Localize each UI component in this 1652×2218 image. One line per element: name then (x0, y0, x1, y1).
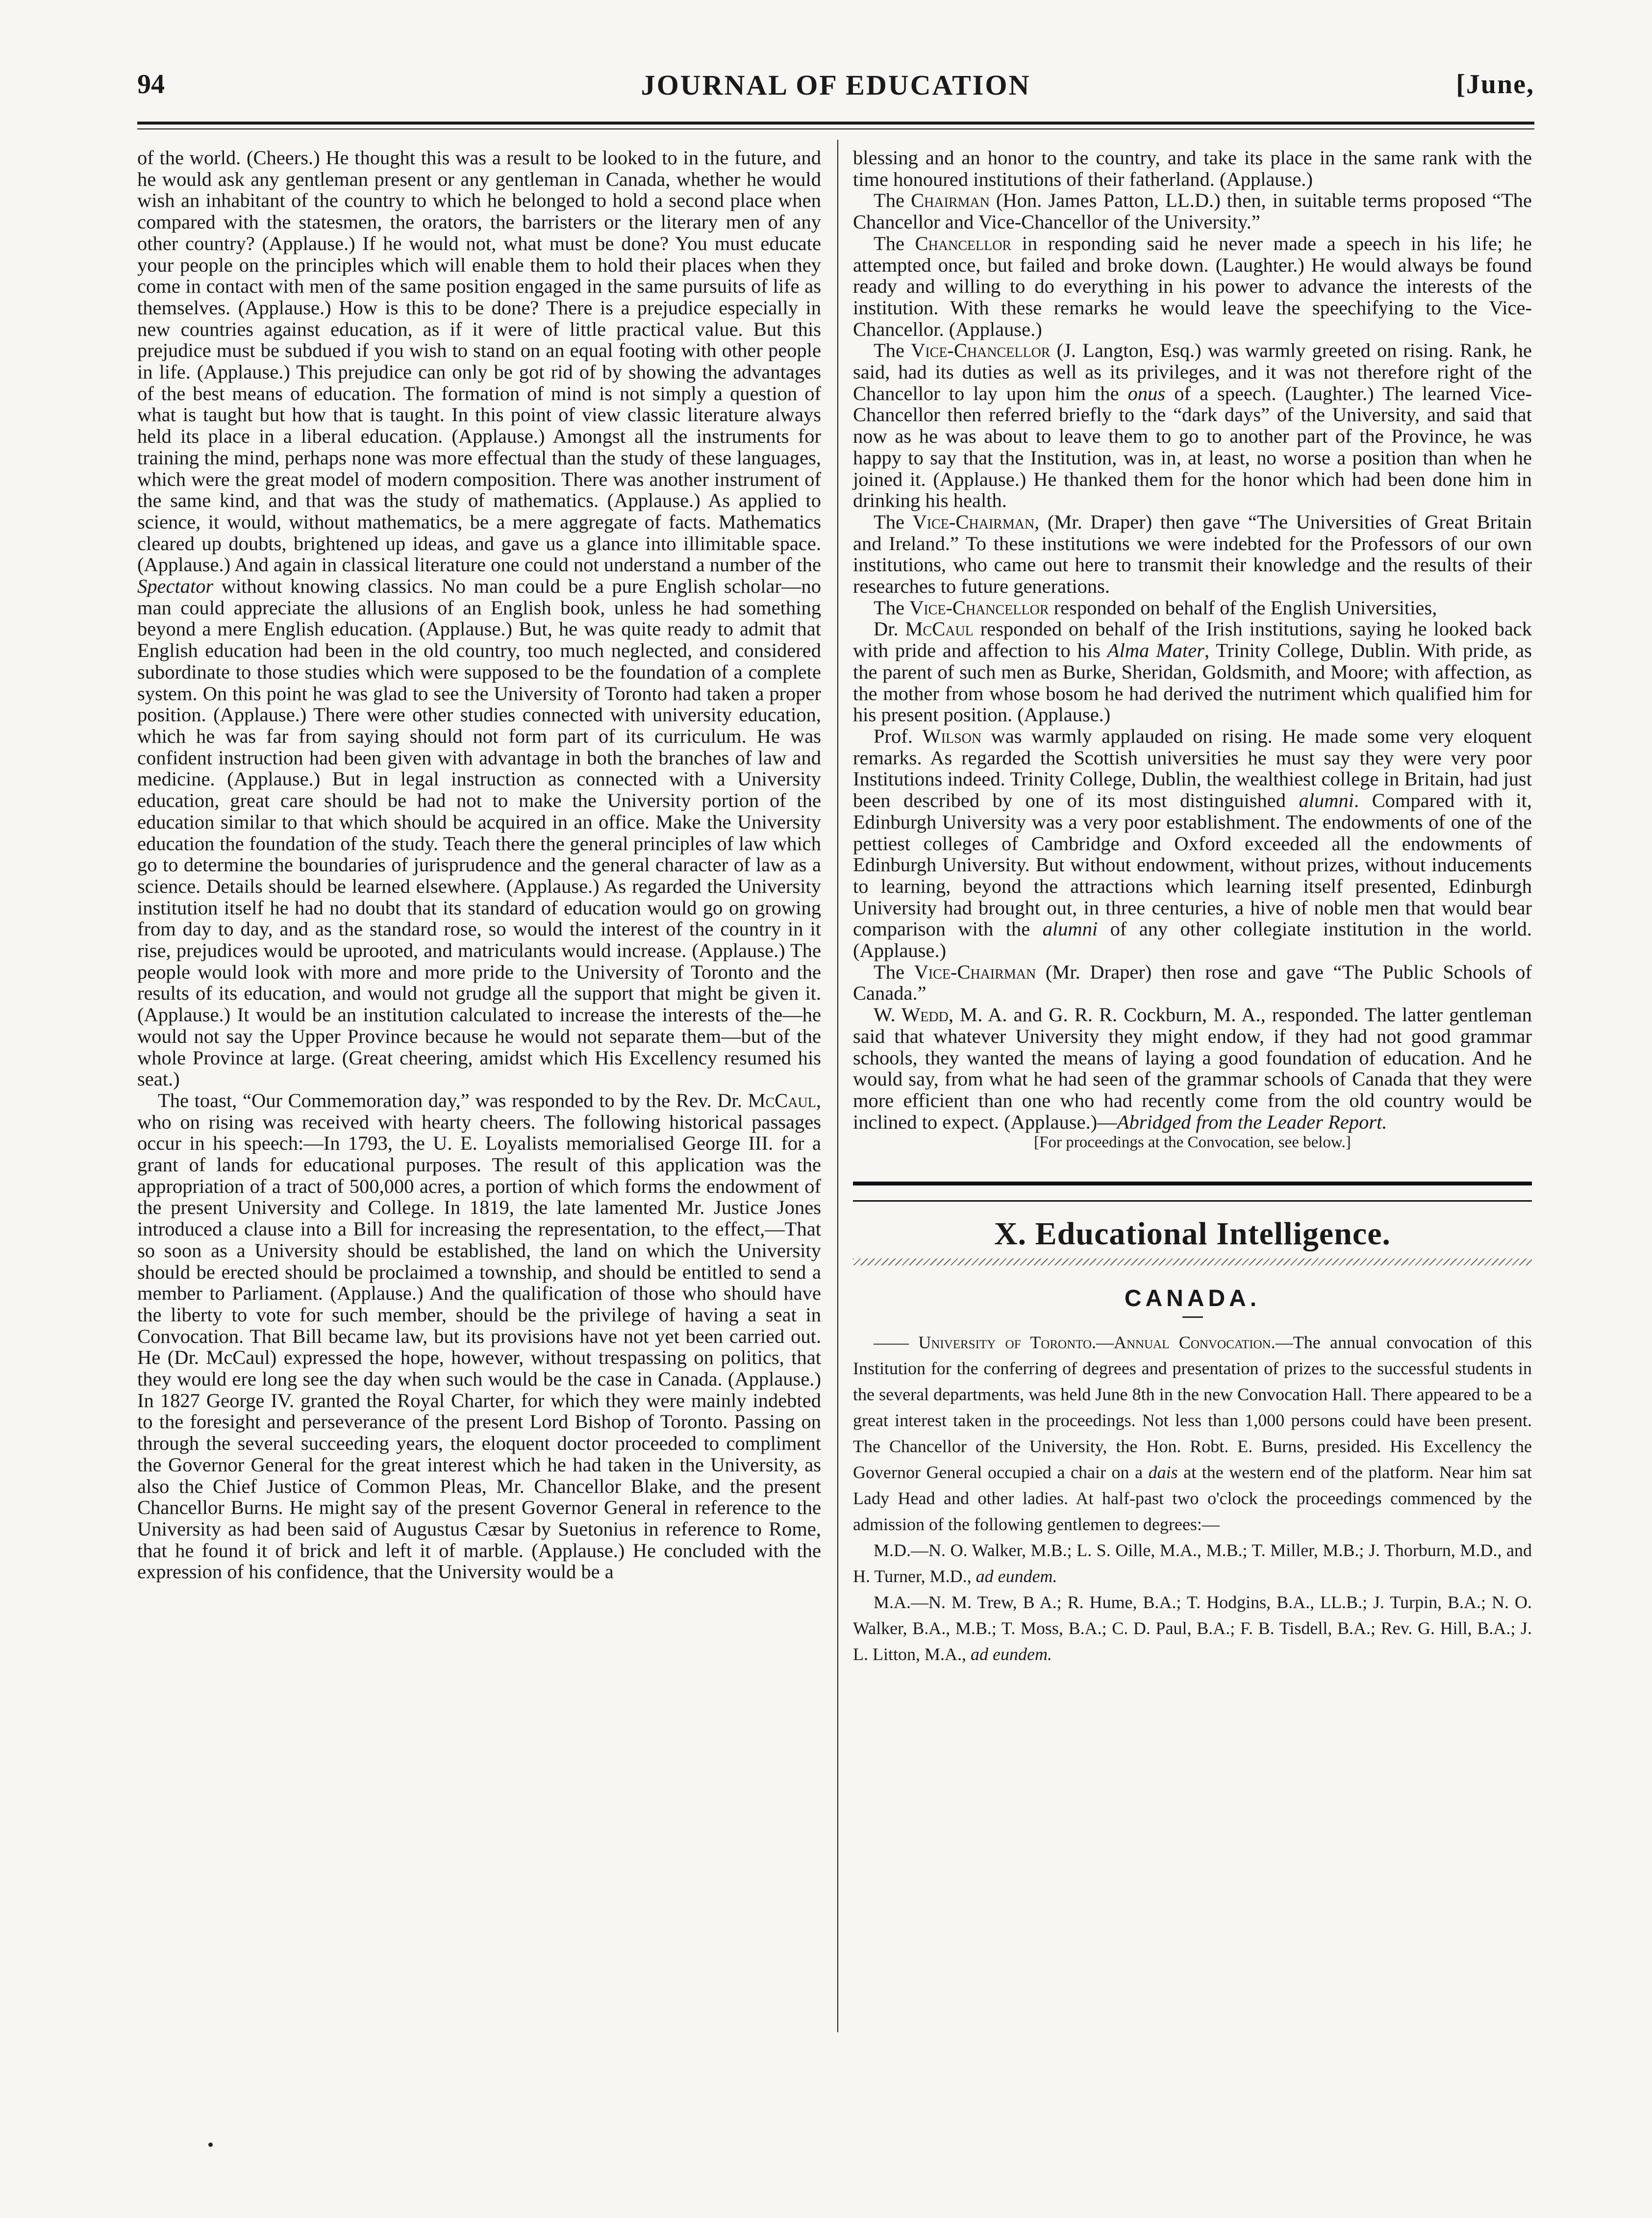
paragraph-text: in responding said he never made a speech in his life; he attempted once, but failed and broke down. (Laughter.) He would always be found ready and willing to do everything in his power to advance the interests of the institution. With these remarks he would leave the speechifying to the Vice-Chancellor. (Applause.) (853, 232, 1532, 340)
paragraph-text: Dr. (874, 618, 899, 640)
paragraph-text: —The annual convocation of this Institution for the conferring of degrees and presentation of prizes to the successful students in the several departments, was held June 8th in the new Convocation Hall. There appeared to be a great interest taken in the proceedings. Not less than 1,000 persons could have been present. The Chancellor of the University, the Hon. Robt. E. Burns, presided. His Excellency the Governor General occupied a chair on a (853, 1333, 1532, 1483)
degree-list (853, 1589, 1532, 1667)
paragraph-text: responded on behalf of the Irish institutions, saying he looked back with pride and affection to his (853, 618, 1532, 662)
paragraph (137, 147, 821, 1090)
paragraph (853, 961, 1532, 1004)
section-rule (853, 1182, 1532, 1202)
header-rule-thin (137, 128, 1534, 129)
paragraph-text: . Compared with it, Edinburgh University was a very poor establishment. The endowments of one of the pettiest colleges of Cambridge and Oxford exceeded all the endowments of Edinburgh University. But without endowment, without prizes, without inducements to learning, beyond the attractions which learning itself presented, Edinburgh University had brought out, in three centuries, a hive of noble men that would bear comparison with the (853, 789, 1532, 940)
news-item (853, 1330, 1532, 1667)
italic-term: ad eundem. (976, 1566, 1057, 1587)
header-rule (137, 122, 1534, 125)
issue-date: [June, (1456, 69, 1534, 100)
speaker-name: Chairman (911, 189, 990, 212)
paragraph-text: The (874, 596, 904, 619)
item-heading: University of Toronto.—Annual Convocation. (918, 1333, 1276, 1353)
paragraph-text: blessing and an honor to the country, and take its place in the same rank with the time honoured institutions of their fatherland. (Applause.) (853, 147, 1532, 190)
page-header (137, 69, 1534, 113)
italic-term: dais (1148, 1462, 1178, 1483)
speaker-name: Vice-Chancellor (911, 339, 1051, 362)
paragraph (853, 597, 1532, 619)
italic-term: alumni (1042, 918, 1098, 940)
paragraph (853, 618, 1532, 726)
speaker-name: McCaul (905, 618, 974, 640)
speaker-name: W. Wedd (874, 1004, 949, 1026)
ink-dot (208, 2142, 213, 2147)
speaker-name: Chancellor (915, 232, 1012, 254)
subsection-title: CANADA. (1124, 1285, 1261, 1312)
source-citation: Abridged from the Leader Report. (1117, 1110, 1387, 1133)
paragraph-text: M.D.—N. O. Walker, M.B.; L. S. Oille, M.A., M.B.; T. Miller, M.B.; J. Thorburn, M.D., and H. Turner, M.D., (853, 1540, 1532, 1587)
paragraph-text: The (874, 189, 904, 212)
speaker-name: Wilson (922, 725, 982, 747)
dash: —— (874, 1333, 909, 1353)
paragraph (853, 190, 1532, 232)
italic-term: ad eundem. (971, 1644, 1052, 1664)
paragraph-text: (J. Langton, Esq.) was warmly greeted on rising. Rank, he said, had its duties as well as its privileges, and it was not therefore right of the Chancellor to lay upon him the (853, 339, 1532, 404)
paragraph (853, 147, 1532, 190)
italic-term: alumni (1299, 789, 1354, 812)
degree-list (853, 1537, 1532, 1589)
section-title: X. Educational Intelligence. (994, 1216, 1391, 1252)
paragraph-text: , M. A. and G. R. R. Cockburn, M. A., responded. The latter gentleman said that whatever University they might endow, if they had not good grammar schools, they wanted the means of laying a good foundation of education. And he would say, from what he had seen of the grammar schools of Canada that they were more efficient than one who had recently come from the old country would be inclined to expect. (Applause.)— (853, 1004, 1532, 1133)
speaker-name: Vice-Chairman (912, 510, 1035, 533)
wavy-rule (853, 1259, 1532, 1265)
left-column (137, 147, 821, 1583)
paragraph-text: , who on rising was received with hearty cheers. The following historical passages occur in his speech:—In 1793, the U. E. Loyalists memorialised George III. for a grant of lands for educational purposes. The result of this application was the appropriation of a tract of 500,000 acres, a portion of which forms the endowment of the present University and College. In 1819, the late lamented Mr. Justice Jones introduced a clause into a Bill for increasing the representation, to the effect,—That so soon as a University should be established, the land on which the University should be erected should be proclaimed a township, and should be entitled to send a member to Parliament. (Applause.) And the qualification of those who should have the liberty to vote for such member, should be the privilege of having a seat in Convocation. That Bill became law, but its provisions have not yet been carried out. He (Dr. McCaul) expressed the hope, however, without trespassing on politics, that they would ere long see the day when such would be the case in Canada. (Applause.) In 1827 George IV. granted the Royal Charter, for which they were mainly indebted to the foresight and perseverance of the present Lord Bishop of Toronto. Passing on through the several succeeding years, the eloquent doctor proceeded to compliment the Governor General for the great interest which he had taken in the University, as also the Chief Justice of Common Pleas, Mr. Chancellor Blake, and the present Chancellor Burns. He might say of the present Governor General in reference to the University as had been said of Augustus Cæsar by Suetonius in reference to Rome, that he found it of brick and left it of marble. (Applause.) He concluded with the expression of his confidence, that the University would be a (137, 1089, 821, 1583)
paragraph-text: M.A.—N. M. Trew, B A.; R. Hume, B.A.; T. Hodgins, B.A., LL.B.; J. Turpin, B.A.; N. O. Walker, B.A., M.B.; T. Moss, B.A.; C. D. Paul, B.A.; F. B. Tisdell, B.A.; Rev. G. Hill, B.A.; J. L. Litton, M.A., (853, 1592, 1532, 1664)
paragraph-text: at the western end of the platform. Near him sat Lady Head and other ladies. At half-past two o'clock the proceedings commenced by the admission of the following gentlemen to degrees:— (853, 1462, 1532, 1535)
paragraph-text: of a speech. (Laughter.) The learned Vice-Chancellor then referred briefly to the “dark days” of the University, and said that now as he was about to leave them to go to another part of the Province, he was happy to say that the Institution, was in, at least, no worse a position than when he joined it. (Applause.) He thanked them for the honor which had been done him in drinking his health. (853, 382, 1532, 512)
paragraph-text: , Trinity College, Dublin. With pride, as the parent of such men as Burke, Sheridan, Goldsmith, and Moore; with affection, as the mother from whose bosom he had derived the nutriment which qualified him for his present position. (Applause.) (853, 639, 1532, 726)
paragraph-text: of any other collegiate institution in the world. (Applause.) (853, 918, 1532, 962)
paragraph-text: was warmly applauded on rising. He made some very eloquent remarks. As regarded the Scottish universities he must say they were very poor Institutions indeed. Trinity College, Dublin, the wealthiest college in Britain, had just been described by one of its most distinguished (853, 725, 1532, 812)
italic-title: Spectator (137, 575, 214, 598)
italic-term: onus (1127, 382, 1166, 404)
paragraph (853, 1004, 1532, 1133)
paragraph-text: of the world. (Cheers.) He thought this was a result to be looked to in the future, and he would ask any gentleman present or any gentleman in Canada, whether he would wish an inhabitant of the country to which he belonged to hold a second place when compared with the statesmen, the orators, the barristers or the literary men of any other country? (Applause.) If he would not, what must be done? You must educate your people on the principles which will enable them to hold their places when they come in contact with men of the same position engaged in the same pursuits of life as themselves. (Applause.) How is this to be done? There is a prejudice especially in new countries against education, as if it were of little practical value. But this prejudice must be subdued if you wish to stand on an equal footing with other people in life. (Applause.) This prejudice can only be got rid of by showing the advantages of the best means of education. The formation of mind is not simply a question of what is taught but how that is taught. In this point of view classic literature always held its place in a liberal education. (Applause.) Amongst all the instruments for training the mind, perhaps none was more effectual than the study of these languages, which were the great model of modern composition. There was another instrument of the same kind, and that was the study of mathematics. (Applause.) As applied to science, it would, without mathematics, be a mere aggregate of facts. Mathematics cleared up doubts, brightened up ideas, and gave us a glance into illimitable space. (Applause.) And again in classical literature one could not understand a number of the (137, 147, 821, 576)
paragraph-text: , (Mr. Draper) then gave “The Universities of Great Britain and Ireland.” To these institutions we were indebted for the Professors of our own institutions, who came out here to transmit their knowledge and the results of their researches to future generations. (853, 510, 1532, 598)
page-number: 94 (137, 69, 165, 100)
paragraph-text: The toast, “Our Commemoration day,” was responded to by the Rev. Dr. (158, 1089, 742, 1111)
paragraph-text: Prof. (874, 725, 913, 747)
italic-term: Alma Mater (1107, 639, 1205, 662)
paragraph-text: responded on behalf of the English Universities, (1053, 596, 1437, 619)
paragraph-text: The (874, 960, 904, 983)
subsection-dash (1182, 1316, 1203, 1318)
paragraph-text: without knowing classics. No man could be a pure English scholar—no man could appreciate the allusions of an English book, unless he had something beyond a mere English education. (Applause.) But, he was quite ready to admit that English education had been in the old country, too much neglected, and considered subordinate to those studies which were supposed to be the foundation of a complete system. On this point he was glad to see the University of Toronto had taken a proper position. (Applause.) There were other studies connected with university education, which he was far from saying should not form part of its curriculum. He was confident instruction had been given with advantage in both the branches of law and medicine. (Applause.) But in legal instruction as connected with a University education, great care should be had not to make the University portion of the education similar to that which should be acquired in an office. Make the University education the foundation of the study. Teach there the general principles of law which go to determine the boundaries of jurisprudence and the general character of law as a science. Details should be learned elsewhere. (Applause.) As regarded the University institution itself he had no doubt that its standard of education would go on growing from day to day, and as the standard rose, so would the interest of the country in it rise, prejudices would be uprooted, and matriculants would increase. (Applause.) The people would look with more and more pride to the University of Toronto and the results of its education, and would not grudge all the support that might be given it. (Applause.) It would be an institution calculated to increase the interests of the—he would not say the Upper Province because he would not separate them—but of the whole Province at large. (Great cheering, amidst which His Excellency resumed his seat.) (137, 575, 822, 1090)
paragraph (853, 1330, 1532, 1537)
paragraph-text: The (874, 339, 904, 362)
paragraph (853, 726, 1532, 961)
paragraph-text: The (874, 232, 904, 254)
paragraph-text: The (874, 510, 904, 533)
running-title: JOURNAL OF EDUCATION (641, 69, 1031, 101)
convocation-note: [For proceedings at the Convocation, see below.] (1034, 1134, 1351, 1152)
paragraph-text: (Hon. James Patton, LL.D.) then, in suitable terms proposed “The Chancellor and Vice-Chancellor of the University.” (853, 189, 1532, 233)
column-divider (837, 140, 838, 2032)
paragraph (137, 1090, 821, 1583)
speaker-name: Vice-Chairman (914, 960, 1036, 983)
speaker-name: Vice-Chancellor (909, 596, 1049, 619)
paragraph-text: (Mr. Draper) then rose and gave “The Public Schools of Canada.” (853, 960, 1532, 1005)
paragraph (853, 340, 1532, 511)
right-column (853, 147, 1532, 1667)
speaker-name: McCaul (748, 1089, 816, 1111)
paragraph (853, 233, 1532, 340)
paragraph (853, 511, 1532, 597)
